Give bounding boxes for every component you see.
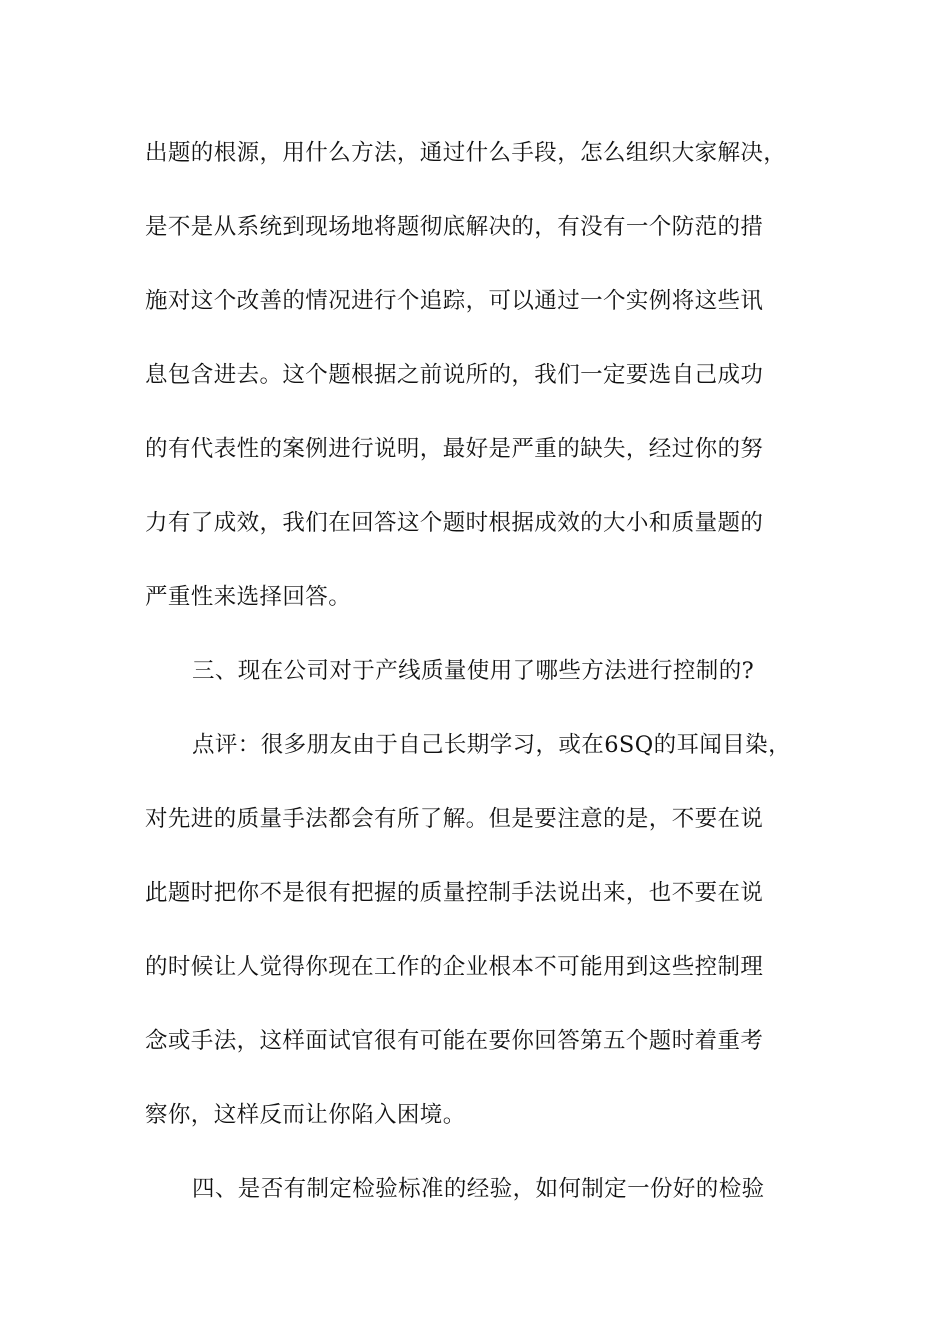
text-line: 息包含进去。这个题根据之前说所的，我们一定要选自己成功 xyxy=(145,362,764,388)
text-line: 此题时把你不是很有把握的质量控制手法说出来，也不要在说 xyxy=(145,880,764,906)
text-line: 对先进的质量手法都会有所了解。但是要注意的是，不要在说 xyxy=(145,806,764,832)
text-line: 察你，这样反而让你陷入困境。 xyxy=(145,1102,466,1128)
body-text xyxy=(145,129,835,1239)
text-line: 施对这个改善的情况进行个追踪，可以通过一个实例将这些讯 xyxy=(145,288,764,314)
comment-paragraph-start: 点评：很多朋友由于自己长期学习，或在6SQ的耳闻目染， xyxy=(192,732,791,758)
text-line: 严重性来选择回答。 xyxy=(145,584,352,610)
text-line: 念或手法，这样面试官很有可能在要你回答第五个题时着重考 xyxy=(145,1028,764,1054)
text-line: 的有代表性的案例进行说明，最好是严重的缺失，经过你的努 xyxy=(145,436,764,462)
text-line: 是不是从系统到现场地将题彻底解决的，有没有一个防范的措 xyxy=(145,214,764,240)
text-line: 力有了成效，我们在回答这个题时根据成效的大小和质量题的 xyxy=(145,510,764,536)
section-heading-four: 四、是否有制定检验标准的经验，如何制定一份好的检验 xyxy=(192,1176,765,1202)
section-heading-three: 三、现在公司对于产线质量使用了哪些方法进行控制的? xyxy=(192,658,755,684)
text-line: 的时候让人觉得你现在工作的企业根本不可能用到这些控制理 xyxy=(145,954,764,980)
text-line: 出题的根源，用什么方法，通过什么手段，怎么组织大家解决， xyxy=(145,140,787,166)
